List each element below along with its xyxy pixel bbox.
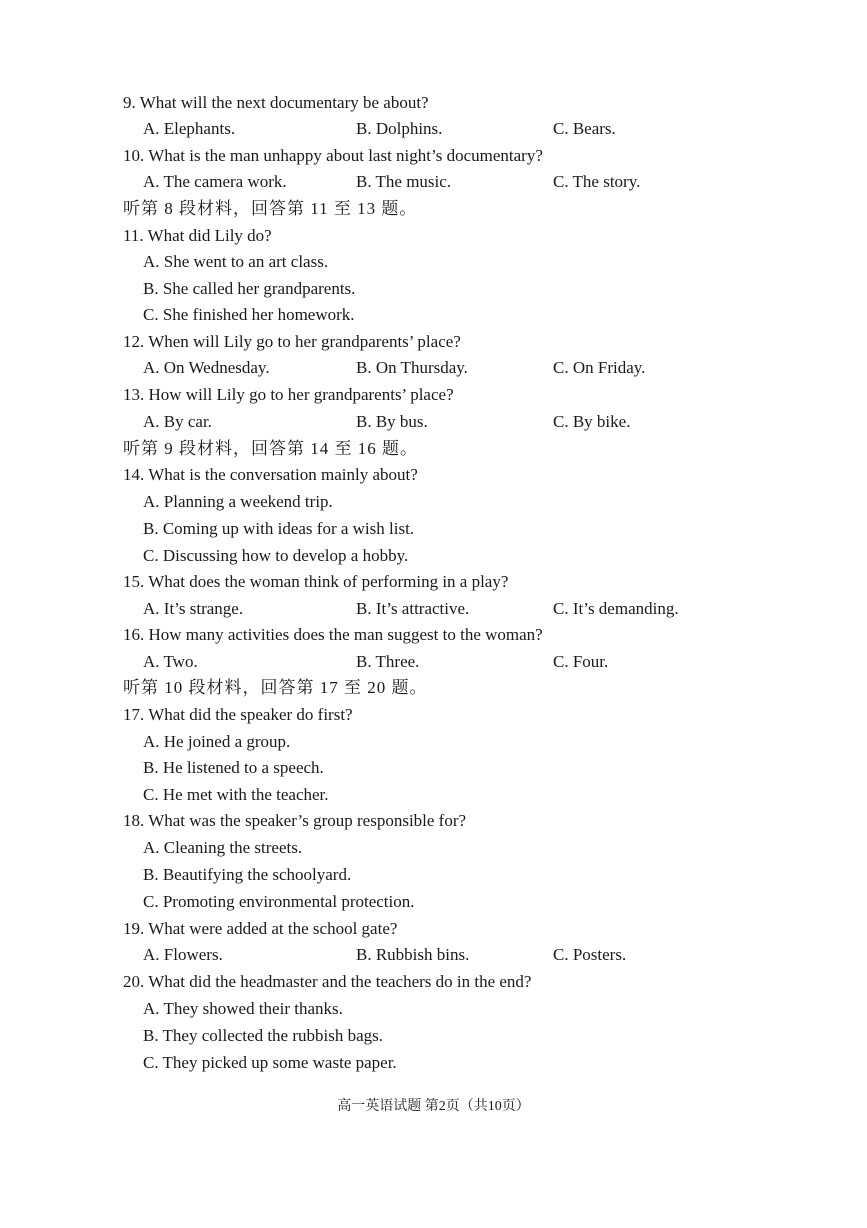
option-10-b: B. The music. xyxy=(356,172,452,191)
option-17-a: A. He joined a group. xyxy=(143,732,291,751)
question-17: 17. What did the speaker do first? xyxy=(123,705,353,724)
option-14-c-line xyxy=(0,543,867,569)
options-row-13 xyxy=(0,409,867,435)
option-20-a: A. They showed their thanks. xyxy=(143,999,343,1018)
option-17-b: B. He listened to a speech. xyxy=(143,758,324,777)
option-11-a: A. She went to an art class. xyxy=(143,252,329,271)
option-15-b: B. It’s attractive. xyxy=(356,599,470,618)
option-17-c-line xyxy=(0,782,867,808)
option-14-a-line xyxy=(0,489,867,515)
question-16: 16. How many activities does the man suggest to the woman? xyxy=(123,625,543,644)
option-14-b: B. Coming up with ideas for a wish list. xyxy=(143,519,415,538)
option-12-b: B. On Thursday. xyxy=(356,358,468,377)
option-18-b-line xyxy=(0,862,867,888)
page-footer: 高一英语试题 第2页（共10页） xyxy=(337,1099,530,1114)
option-11-b: B. She called her grandparents. xyxy=(143,279,356,298)
option-11-c-line xyxy=(0,302,867,328)
option-16-a: A. Two. xyxy=(143,652,198,671)
option-18-a: A. Cleaning the streets. xyxy=(143,838,303,857)
option-20-c: C. They picked up some waste paper. xyxy=(143,1053,397,1072)
option-9-a: A. Elephants. xyxy=(143,119,236,138)
option-18-c: C. Promoting environmental protection. xyxy=(143,892,415,911)
option-14-c: C. Discussing how to develop a hobby. xyxy=(143,546,409,565)
option-13-c: C. By bike. xyxy=(553,412,631,431)
option-18-b: B. Beautifying the schoolyard. xyxy=(143,865,352,884)
option-20-b-line xyxy=(0,1023,867,1049)
option-10-c: C. The story. xyxy=(553,172,641,191)
section-instruction-10: 听第 10 段材料，回答第 17 至 20 题。 xyxy=(123,678,428,697)
option-14-a: A. Planning a weekend trip. xyxy=(143,492,333,511)
option-11-a-line xyxy=(0,249,867,275)
options-row-15 xyxy=(0,596,867,622)
options-row-16 xyxy=(0,649,867,675)
question-10: 10. What is the man unhappy about last night’s documentary? xyxy=(123,146,543,165)
option-16-c: C. Four. xyxy=(553,652,609,671)
question-14: 14. What is the conversation mainly about? xyxy=(123,465,418,484)
option-15-c: C. It’s demanding. xyxy=(553,599,679,618)
option-19-b: B. Rubbish bins. xyxy=(356,945,470,964)
question-11: 11. What did Lily do? xyxy=(123,226,272,245)
option-20-a-line xyxy=(0,996,867,1022)
option-18-a-line xyxy=(0,835,867,861)
question-18: 18. What was the speaker’s group responsible for? xyxy=(123,811,467,830)
option-11-c: C. She finished her homework. xyxy=(143,305,355,324)
option-11-b-line xyxy=(0,276,867,302)
question-19: 19. What were added at the school gate? xyxy=(123,919,398,938)
option-17-c: C. He met with the teacher. xyxy=(143,785,329,804)
question-13: 13. How will Lily go to her grandparents’ place? xyxy=(123,385,454,404)
option-15-a: A. It’s strange. xyxy=(143,599,244,618)
option-12-a: A. On Wednesday. xyxy=(143,358,270,377)
question-15: 15. What does the woman think of performing in a play? xyxy=(123,572,509,591)
option-12-c: C. On Friday. xyxy=(553,358,646,377)
option-17-a-line xyxy=(0,729,867,755)
option-13-b: B. By bus. xyxy=(356,412,428,431)
options-row-9 xyxy=(0,116,867,142)
option-13-a: A. By car. xyxy=(143,412,212,431)
option-18-c-line xyxy=(0,889,867,915)
section-instruction-8: 听第 8 段材料，回答第 11 至 13 题。 xyxy=(123,199,418,218)
option-20-c-line xyxy=(0,1050,867,1076)
option-9-c: C. Bears. xyxy=(553,119,616,138)
option-9-b: B. Dolphins. xyxy=(356,119,443,138)
options-row-12 xyxy=(0,355,867,381)
option-17-b-line xyxy=(0,755,867,781)
option-19-a: A. Flowers. xyxy=(143,945,223,964)
option-16-b: B. Three. xyxy=(356,652,420,671)
options-row-10 xyxy=(0,169,867,195)
option-10-a: A. The camera work. xyxy=(143,172,287,191)
section-instruction-9: 听第 9 段材料，回答第 14 至 16 题。 xyxy=(123,439,418,458)
option-20-b: B. They collected the rubbish bags. xyxy=(143,1026,383,1045)
options-row-19 xyxy=(0,942,867,968)
question-20: 20. What did the headmaster and the teachers do in the end? xyxy=(123,972,532,991)
option-19-c: C. Posters. xyxy=(553,945,627,964)
option-14-b-line xyxy=(0,516,867,542)
question-9: 9. What will the next documentary be about? xyxy=(123,93,429,112)
question-12: 12. When will Lily go to her grandparents’ place? xyxy=(123,332,461,351)
